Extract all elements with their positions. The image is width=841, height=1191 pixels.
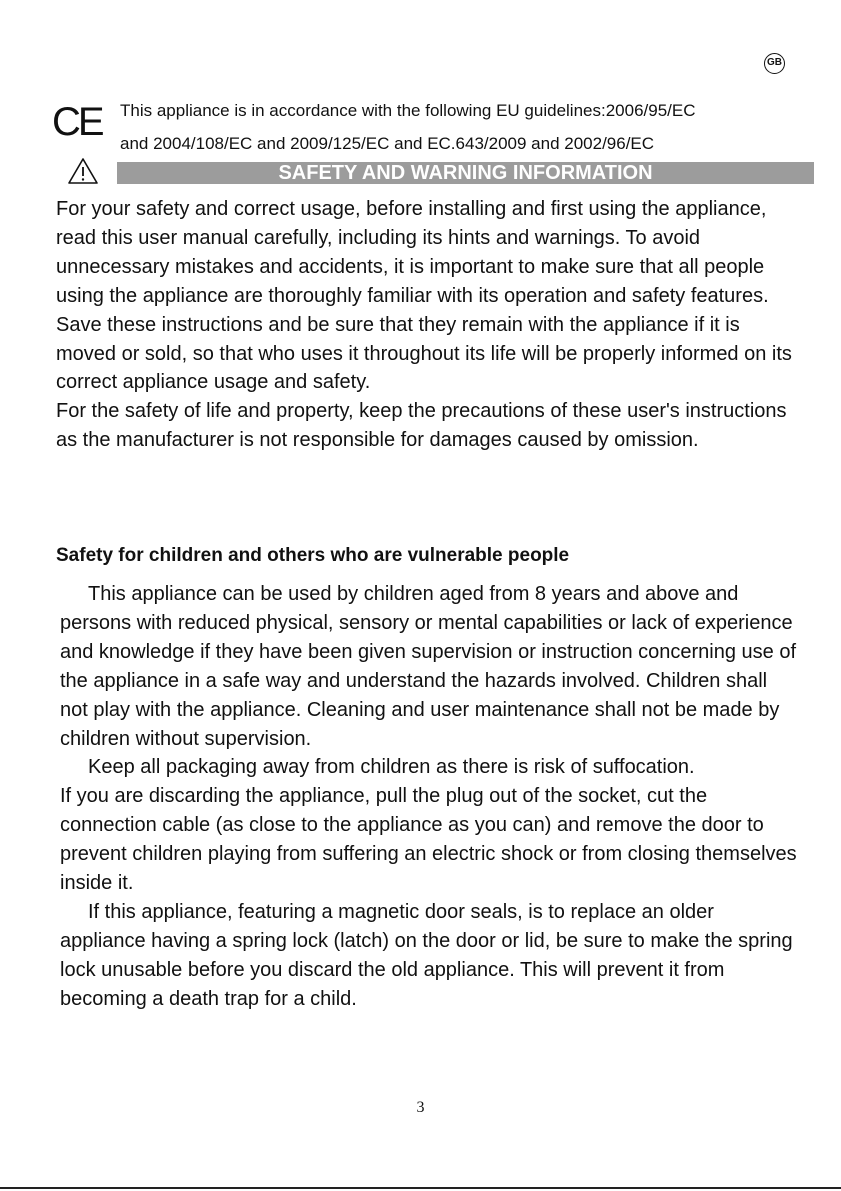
children-safety-text (60, 580, 800, 1014)
section-title-bar: SAFETY AND WARNING INFORMATION (117, 162, 814, 184)
language-badge: GB (764, 53, 785, 74)
intro-text (56, 195, 796, 455)
children-paragraph-2: Keep all packaging away from children as there is risk of suffocation. (88, 756, 695, 779)
ce-compliance-text (120, 94, 820, 160)
children-paragraph-4: If this appliance, featuring a magnetic door seals, is to replace an older appliance having a spring lock (latch) on the door or lid, be sure to make the spring lock unusable before you discard the old appliance. This will prevent it from becoming a death trap for a child. (60, 900, 793, 1010)
children-paragraph-3: If you are discarding the appliance, pull the plug out of the socket, cut the connection cable (as close to the appliance as you can) and remove the door to prevent children playing from suffering an electric shock or from closing themselves inside it. (60, 785, 797, 895)
intro-paragraph-2: For the safety of life and property, keep the precautions of these user's instructions as the manufacturer is not responsible for damages caused by omission. (56, 400, 787, 452)
intro-paragraph-1: For your safety and correct usage, before installing and first using the appliance, read this user manual carefully, including its hints and warnings. To avoid unnecessary mistakes and accidents, it is important to make sure that all people using the appliance are thoroughly familiar with its operation and safety features. Save these instructions and be sure that they remain with the appliance if it is moved or sold, so that who uses it throughout its life will be properly informed on its correct appliance usage and safety. (56, 198, 792, 394)
ce-mark-icon: CE (52, 100, 102, 144)
warning-triangle-icon (67, 157, 99, 185)
ce-line-1: This appliance is in accordance with the following EU guidelines:2006/95/EC (120, 101, 696, 120)
page-number: 3 (416, 1099, 425, 1116)
page-bottom-rule (0, 1187, 841, 1189)
children-safety-heading: Safety for children and others who are vulnerable people (56, 545, 570, 566)
children-paragraph-1: This appliance can be used by children aged from 8 years and above and persons with reduced physical, sensory or mental capabilities or lack of experience and knowledge if they have been given supervision or instruction concerning use of the appliance in a safe way and understand the hazards involved. Children shall not play with the appliance. Cleaning and user maintenance shall not be made by children without supervision. (60, 583, 797, 750)
ce-line-2: and 2004/108/EC and 2009/125/EC and EC.643/2009 and 2002/96/EC (120, 134, 655, 153)
